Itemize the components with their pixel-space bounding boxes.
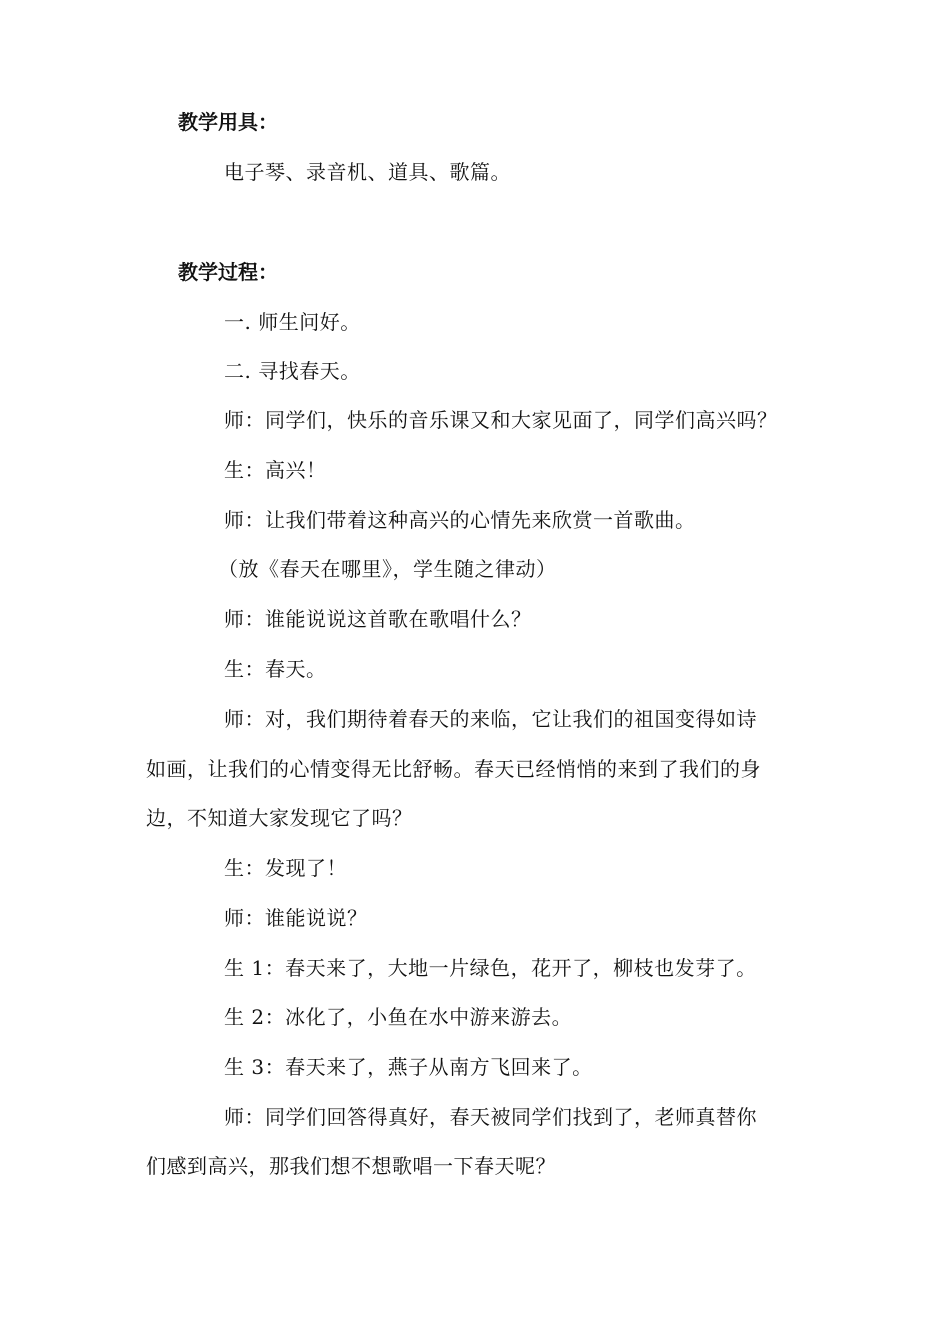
paragraph-line: 生：发现了！ <box>224 856 347 880</box>
teaching-tools-list: 电子琴、录音机、道具、歌篇。 <box>224 160 511 184</box>
paragraph-line: 师：对，我们期待着春天的来临，它让我们的祖国变得如诗 <box>224 707 757 731</box>
teaching-process-heading: 教学过程： <box>178 260 278 284</box>
paragraph-line: 生 2：冰化了，小鱼在水中游来游去。 <box>224 1005 573 1029</box>
paragraph-line: 二. 寻找春天。 <box>224 359 361 383</box>
paragraph-line: 生 3：春天来了，燕子从南方飞回来了。 <box>224 1055 593 1079</box>
paragraph-line: 师：谁能说说？ <box>224 906 368 930</box>
paragraph-line: 生：春天。 <box>224 657 327 681</box>
paragraph-line: 一. 师生问好。 <box>224 310 361 334</box>
paragraph-line: 师：让我们带着这种高兴的心情先来欣赏一首歌曲。 <box>224 508 696 532</box>
paragraph-line: 如画，让我们的心情变得无比舒畅。春天已经悄悄的来到了我们的身 <box>146 757 761 781</box>
paragraph-line: 师：同学们回答得真好，春天被同学们找到了，老师真替你 <box>224 1105 757 1129</box>
paragraph-line: 师：谁能说说这首歌在歌唱什么？ <box>224 607 532 631</box>
paragraph-line: 生 1：春天来了，大地一片绿色，花开了，柳枝也发芽了。 <box>224 956 757 980</box>
paragraph-line: 生：高兴！ <box>224 458 327 482</box>
paragraph-line: （放《春天在哪里》，学生随之律动） <box>218 557 557 581</box>
paragraph-line: 边，不知道大家发现它了吗？ <box>146 806 413 830</box>
teaching-tools-heading: 教学用具： <box>178 110 278 134</box>
paragraph-line: 们感到高兴，那我们想不想歌唱一下春天呢？ <box>146 1154 556 1178</box>
paragraph-line: 师：同学们，快乐的音乐课又和大家见面了，同学们高兴吗？ <box>224 408 778 432</box>
